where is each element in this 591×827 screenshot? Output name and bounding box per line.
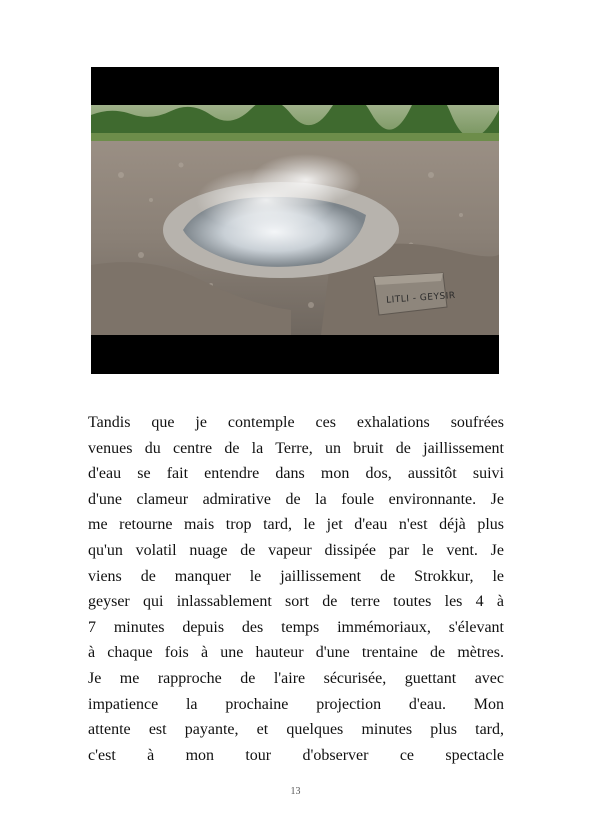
text-line: impatience la prochaine projection d'eau. Mon <box>88 695 504 713</box>
text-line: 7 minutes depuis des temps immémoriaux, s'élevant <box>88 618 504 636</box>
text-line: c'est à mon tour d'observer ce spectacle <box>88 746 504 764</box>
page-number: 13 <box>290 786 301 797</box>
steam-plume-upper <box>251 154 361 206</box>
text-line: qu'un volatil nuage de vapeur dissipée par le vent. Je <box>88 541 504 559</box>
text-line: venues du centre de la Terre, un bruit de jaillissement <box>88 439 504 457</box>
stone-label: LITLI - GEYSIR <box>385 290 456 306</box>
geyser-photo <box>91 67 499 374</box>
text-line: Je me rapproche de l'aire sécurisée, guettant avec <box>88 669 504 687</box>
text-line: à chaque fois à une hauteur d'une trentaine de mètres. <box>88 644 504 662</box>
text-line: d'eau se fait entendre dans mon dos, aussitôt suivi <box>88 465 504 483</box>
geyser-photo-image <box>91 105 499 335</box>
text-line: d'une clameur admirative de la foule environnante. Je <box>88 490 504 508</box>
text-line: viens de manquer le jaillissement de Strokkur, le <box>88 567 504 585</box>
text-line: attente est payante, et quelques minutes plus tard, <box>88 721 504 739</box>
text-line: geyser qui inlassablement sort de terre toutes les 4 à <box>88 593 504 611</box>
text-line: Tandis que je contemple ces exhalations soufrées <box>88 414 504 431</box>
body-paragraph <box>88 410 504 768</box>
text-line: me retourne mais trop tard, le jet d'eau n'est déjà plus <box>88 516 504 534</box>
